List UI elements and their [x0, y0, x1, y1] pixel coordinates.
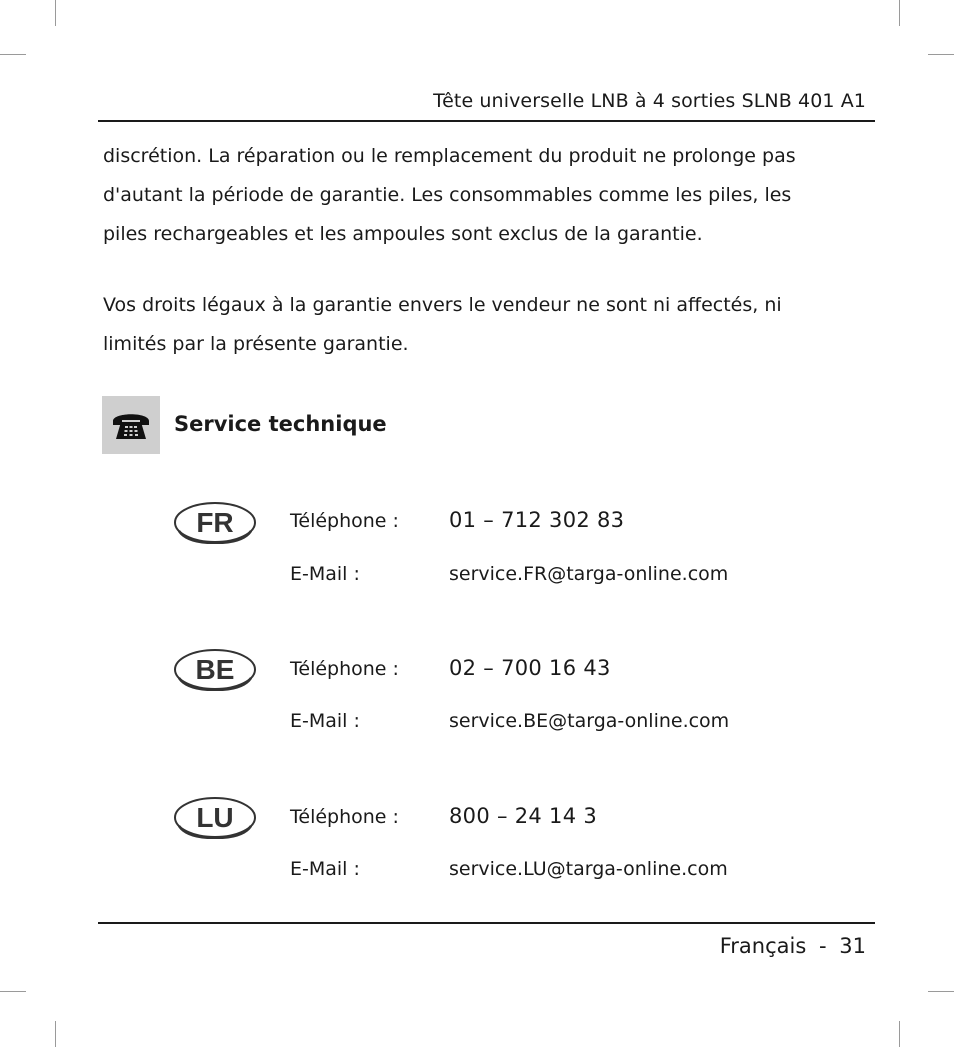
country-badge-lu: [173, 796, 257, 839]
paragraph-legal-rights: [103, 286, 843, 364]
section-title: Service technique: [174, 412, 387, 436]
country-code: BE: [195, 654, 235, 685]
country-code: FR: [196, 507, 234, 538]
email-address: service.LU@targa-online.com: [449, 858, 728, 880]
country-badge-be: [173, 648, 257, 691]
text-line: limités par la présente garantie.: [103, 333, 409, 355]
text-line: Vos droits légaux à la garantie envers le vendeur ne sont ni affectés, ni: [103, 294, 782, 316]
crop-mark: [899, 1021, 900, 1047]
phone-number: 02 – 700 16 43: [449, 656, 611, 680]
crop-mark: [928, 991, 954, 992]
telephone-icon: [102, 396, 160, 454]
country-badge-fr: [173, 501, 257, 544]
phone-label: Téléphone :: [290, 806, 399, 828]
email-address: service.FR@targa-online.com: [449, 563, 729, 585]
phone-label: Téléphone :: [290, 510, 399, 532]
text-line: discrétion. La réparation ou le remplacement du produit ne prolonge pas: [103, 145, 796, 167]
phone-number: 800 – 24 14 3: [449, 804, 597, 828]
text-line: piles rechargeables et les ampoules sont exclus de la garantie.: [103, 223, 703, 245]
crop-mark: [899, 0, 900, 26]
email-label: E-Mail :: [290, 563, 360, 585]
crop-mark: [0, 54, 26, 55]
paragraph-warranty-scope: [103, 137, 843, 254]
page-number: 31: [839, 934, 866, 958]
footer-separator: -: [819, 934, 827, 958]
text-line: d'autant la période de garantie. Les consommables comme les piles, les: [103, 184, 792, 206]
crop-mark: [0, 991, 26, 992]
footer-rule: [98, 922, 875, 924]
email-address: service.BE@targa-online.com: [449, 710, 730, 732]
email-label: E-Mail :: [290, 710, 360, 732]
crop-mark: [55, 1021, 56, 1047]
country-code: LU: [196, 802, 234, 833]
phone-number: 01 – 712 302 83: [449, 508, 625, 532]
running-header: Tête universelle LNB à 4 sorties SLNB 401 A1: [433, 90, 866, 112]
footer-language: Français: [719, 934, 807, 958]
header-rule: [98, 120, 875, 122]
page-footer: [720, 934, 866, 958]
crop-mark: [55, 0, 56, 26]
crop-mark: [928, 54, 954, 55]
phone-label: Téléphone :: [290, 658, 399, 680]
email-label: E-Mail :: [290, 858, 360, 880]
